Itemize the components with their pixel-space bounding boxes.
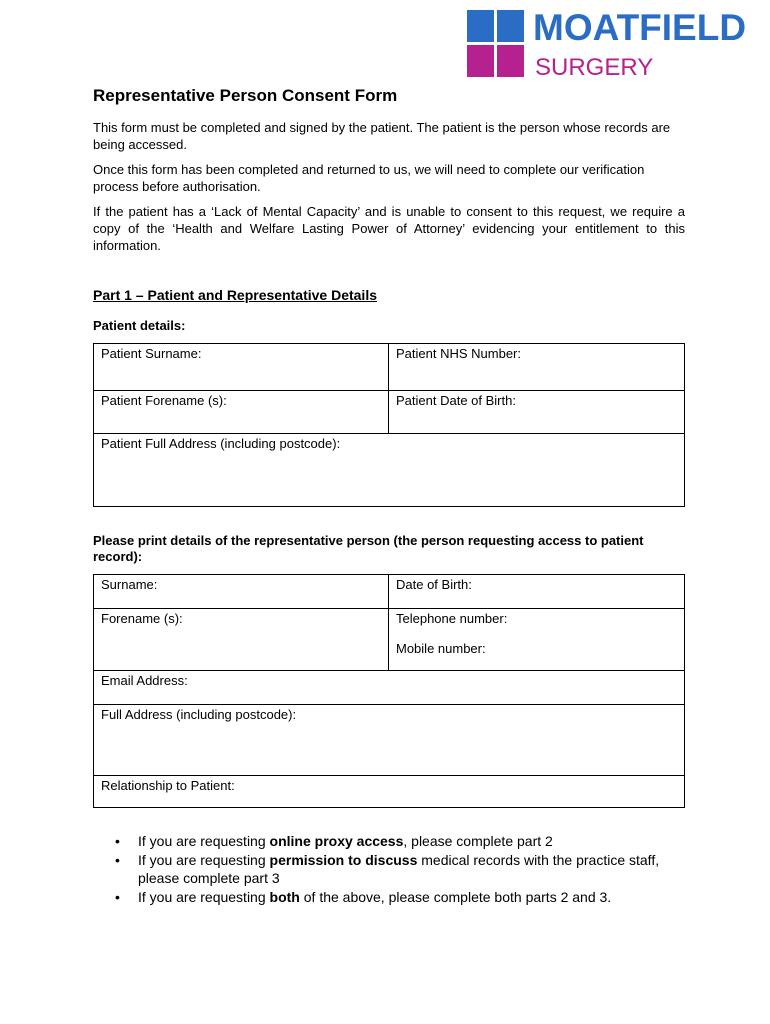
logo-square-bottom-left: [467, 45, 494, 77]
patient-dob-field[interactable]: [389, 391, 685, 434]
patient-forename-label: Patient Forename (s):: [101, 393, 227, 408]
rep-surname-label: Surname:: [101, 577, 158, 592]
rep-forename-label: Forename (s):: [101, 611, 183, 626]
logo-square-top-left: [467, 10, 494, 42]
form-page: [93, 86, 685, 906]
form-title: Representative Person Consent Form: [93, 86, 398, 105]
representative-details-table: [93, 574, 685, 808]
instruction-text: of the above, please complete both parts 2 and 3.: [299, 888, 612, 905]
intro-paragraph-3: If the patient has a ‘Lack of Mental Capacity’ and is unable to consent to this request, we require a copy of the ‘Health and Welfare Lasting Power of Attorney’ evidencing your entitlement to this information.: [93, 204, 685, 253]
moatfield-surgery-logo: [467, 7, 757, 82]
representative-details-heading: Please print details of the representative person (the person requesting access to patient record):: [93, 533, 644, 564]
patient-nhs-number-label: Patient NHS Number:: [396, 346, 521, 361]
instruction-item: [115, 888, 685, 907]
patient-address-label: Patient Full Address (including postcode):: [101, 436, 341, 451]
rep-email-field[interactable]: [94, 671, 685, 705]
logo-subname: SURGERY: [535, 54, 654, 81]
rep-dob-label: Date of Birth:: [396, 577, 472, 592]
patient-details-table: [93, 343, 685, 507]
instruction-text: medical records with the practice staff, please complete part 3: [138, 851, 660, 886]
bullet-icon: •: [115, 833, 120, 849]
rep-address-label: Full Address (including postcode):: [101, 707, 297, 722]
patient-dob-label: Patient Date of Birth:: [396, 393, 516, 408]
instruction-text: If you are requesting: [138, 851, 270, 868]
rep-mobile-label: Mobile number:: [396, 641, 486, 656]
instruction-text: If you are requesting: [138, 888, 270, 905]
patient-forename-field[interactable]: [94, 391, 389, 434]
rep-email-label: Email Address:: [101, 673, 188, 688]
logo-square-top-right: [497, 10, 524, 42]
rep-relationship-field[interactable]: [94, 776, 685, 808]
instruction-item: [115, 832, 685, 851]
patient-surname-field[interactable]: [94, 344, 389, 391]
rep-address-field[interactable]: [94, 705, 685, 776]
instruction-text: If you are requesting: [138, 833, 270, 849]
rep-relationship-label: Relationship to Patient:: [101, 778, 235, 793]
logo-name: MOATFIELD: [533, 7, 747, 48]
instruction-emphasis: permission to discuss: [269, 851, 418, 868]
patient-surname-label: Patient Surname:: [101, 346, 202, 361]
instruction-emphasis: both: [269, 888, 300, 905]
patient-address-field[interactable]: [94, 434, 685, 507]
intro-paragraph-1: This form must be completed and signed by the patient. The patient is the person whose records are being accessed.: [93, 120, 671, 152]
logo-square-bottom-right: [497, 45, 524, 77]
bullet-icon: •: [115, 851, 120, 868]
patient-nhs-number-field[interactable]: [389, 344, 685, 391]
rep-phone-field[interactable]: [389, 609, 685, 671]
rep-dob-field[interactable]: [389, 575, 685, 609]
bullet-icon: •: [115, 888, 120, 905]
rep-surname-field[interactable]: [94, 575, 389, 609]
instruction-item: [115, 851, 685, 888]
patient-details-heading: Patient details:: [93, 318, 186, 333]
rep-forename-field[interactable]: [94, 609, 389, 671]
intro-paragraph-2: Once this form has been completed and returned to us, we will need to complete our verification process before authorisation.: [93, 162, 645, 194]
instruction-emphasis: online proxy access: [269, 833, 404, 849]
part1-heading: Part 1 – Patient and Representative Details: [93, 287, 377, 303]
rep-telephone-label: Telephone number:: [396, 611, 508, 626]
instructions-list: [93, 832, 685, 906]
instruction-text: , please complete part 2: [403, 833, 553, 849]
